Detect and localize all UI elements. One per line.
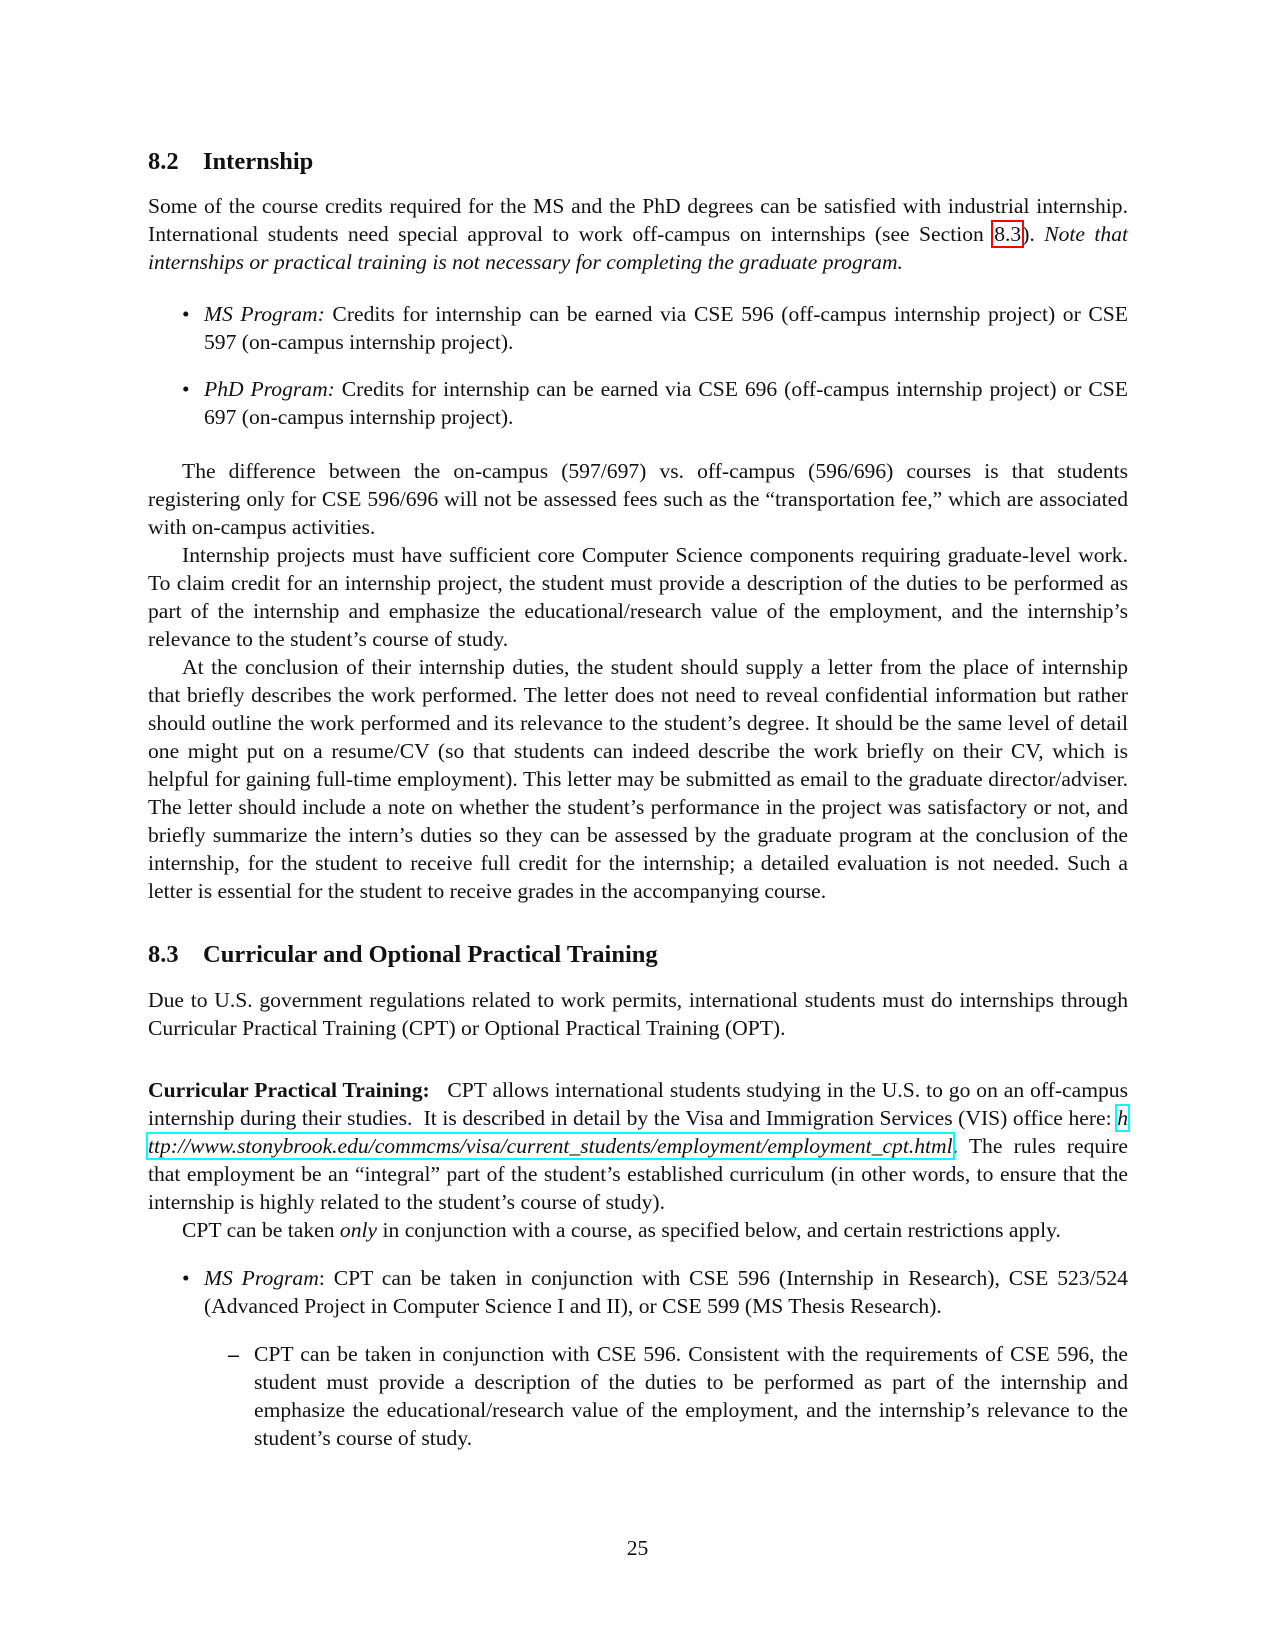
- paragraph: At the conclusion of their internship duties, the student should supply a letter from the place of internship that briefly describes the work performed. The letter does not need to reveal confidential information but rather should outline the work performed and its relevance to the student’s degree. It should be the same level of detail one might put on a resume/CV (so that students can indeed describe the work briefly on their CV, which is helpful for gaining full-time employment). This letter may be submitted as email to the graduate director/adviser. The letter should include a note on whether the student’s performance in the project was satisfactory or not, and briefly summarize the intern’s duties so they can be assessed by the graduate program at the conclusion of the internship, for the student to receive full credit for the internship; a detailed evaluation is not needed. Such a letter is essential for the student to receive grades in the accompanying course.: [148, 655, 1128, 903]
- list-item-label: MS Program:: [204, 302, 325, 326]
- intro-paragraph: [148, 192, 1128, 276]
- section-heading-8-3: [148, 940, 658, 970]
- section-heading-8-2: [148, 147, 313, 177]
- section-ref-link[interactable]: 8.3: [994, 222, 1022, 246]
- sub-list-item: [148, 1340, 1128, 1452]
- list-item-text: Credits for internship can be earned via CSE 696 (off-campus internship project) or CSE 697 (on-campus internship project).: [204, 377, 1128, 429]
- intro-text: Some of the course credits required for the MS and the PhD degrees can be satisfied with industrial internship. International students need special approval to work off-campus on internships (see Section: [148, 194, 1128, 246]
- paragraph: Internship projects must have sufficient core Computer Science components requiring graduate-level work. To claim credit for an internship project, the student must provide a description of the duties to be performed as part of the internship and emphasize the educational/research value of the employment, and the internship’s relevance to the student’s course of study.: [148, 543, 1128, 651]
- cpt-label: Curricular Practical Training:: [148, 1078, 430, 1102]
- bullet-icon: •: [182, 1266, 190, 1290]
- cpt-paragraph: [148, 1076, 1134, 1216]
- only-emphasis: only: [339, 1218, 378, 1242]
- only-paragraph: [148, 1216, 1128, 1244]
- section-number: 8.3: [148, 941, 179, 968]
- vis-url-link[interactable]: http://www.stonybrook.edu/commcms/visa/current_students/employment/employment_cpt.html: [148, 1106, 1128, 1158]
- intro-note: Note that internships or practical training is not necessary for completing the graduate program.: [148, 222, 1128, 274]
- list-item-phd: [148, 375, 1128, 431]
- bullet-icon: •: [182, 302, 190, 326]
- list-item-ms: [148, 300, 1128, 356]
- cpt-sub-list: [148, 1340, 1128, 1452]
- cpt-opt-intro: Due to U.S. government regulations related to work permits, international students must do internships through Curricular Practical Training (CPT) or Optional Practical Training (OPT).: [148, 988, 1128, 1040]
- section-title: Curricular and Optional Practical Training: [203, 941, 658, 968]
- list-item-text: Credits for internship can be earned via CSE 596 (off-campus internship project) or CSE 597 (on-campus internship project).: [204, 302, 1128, 354]
- dash-icon: –: [228, 1342, 239, 1366]
- cpt-text-2: . The rules require that employment be an “integral” part of the student’s established curriculum (in other words, to ensure that the internship is highly related to the student’s course of study).: [148, 1134, 1128, 1214]
- cpt-text: CPT allows international students studying in the U.S. to go on an off-campus internship during their studies. It is described in detail by the Visa and Immigration Services (VIS) office here:: [148, 1078, 1134, 1130]
- section-title: Internship: [203, 148, 314, 175]
- list-item-label: MS Program: [204, 1266, 319, 1290]
- only-text-2: in conjunction with a course, as specified below, and certain restrictions apply.: [377, 1218, 1061, 1242]
- program-list: [148, 300, 1128, 431]
- list-item-text: : CPT can be taken in conjunction with CSE 596 (Internship in Research), CSE 523/524 (Advanced Project in Computer Science I and II), or CSE 599 (MS Thesis Research).: [204, 1266, 1128, 1318]
- internship-body: [148, 457, 1128, 905]
- section-number: 8.2: [148, 148, 179, 175]
- cpt-program-list: [148, 1264, 1128, 1320]
- sub-list-item-text: CPT can be taken in conjunction with CSE 596. Consistent with the requirements of CSE 596, the student must provide a description of the duties to be performed as part of the internship and emphasize the educational/research value of the employment, and the internship’s relevance to the student’s course of study.: [254, 1342, 1128, 1450]
- list-item-label: PhD Program:: [204, 377, 335, 401]
- intro-text-2: ).: [1022, 222, 1045, 246]
- paragraph: The difference between the on-campus (597/697) vs. off-campus (596/696) courses is that students registering only for CSE 596/696 will not be assessed fees such as the “transportation fee,” which are associated with on-campus activities.: [148, 459, 1128, 539]
- bullet-icon: •: [182, 377, 190, 401]
- list-item-ms-cpt: [148, 1264, 1128, 1320]
- only-text: CPT can be taken: [182, 1218, 340, 1242]
- page-number: 25: [626, 1536, 649, 1560]
